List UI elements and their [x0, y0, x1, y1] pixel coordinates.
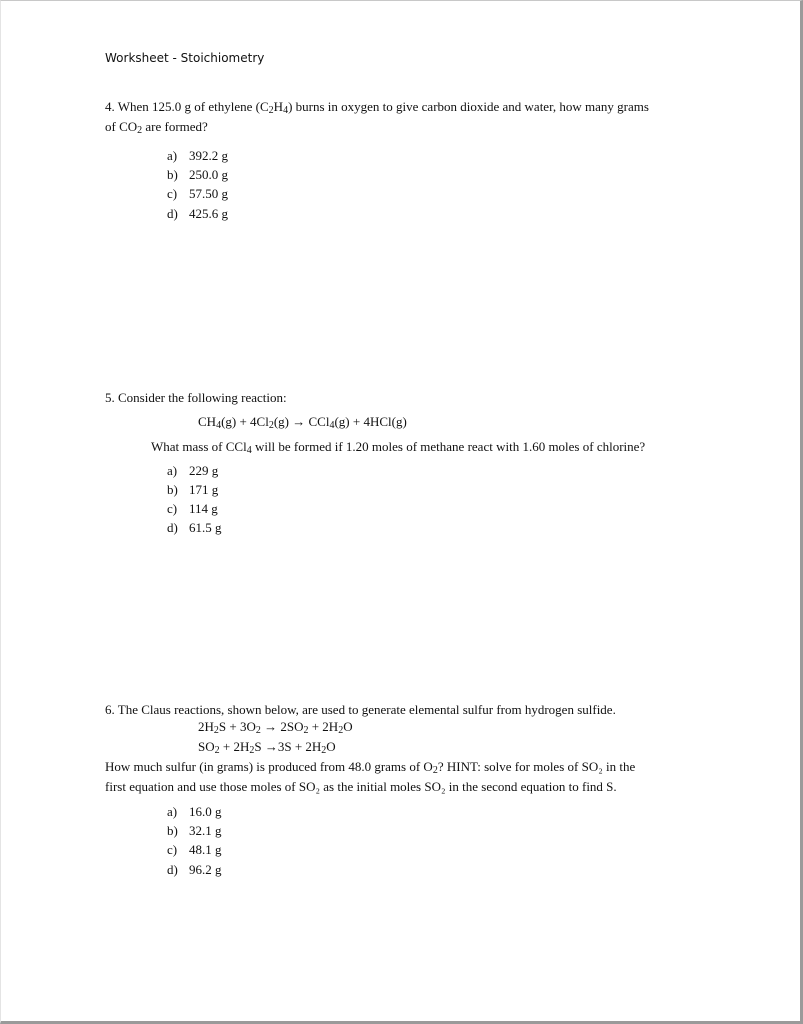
option-letter: b) [167, 167, 178, 182]
equation-sub: 2 [213, 725, 219, 736]
equation-term: CH [198, 414, 217, 429]
equation-sub: 2 [214, 745, 220, 756]
q6-option-b[interactable] [167, 823, 222, 839]
option-letter: c) [167, 186, 178, 201]
q6-question-sub: 2 [432, 765, 438, 776]
equation-term: + 2H [219, 739, 250, 754]
option-letter: a) [167, 148, 178, 163]
option-text: 392.2 g [189, 148, 228, 163]
q4-line-2 [105, 119, 208, 135]
q4-option-c[interactable] [167, 186, 228, 202]
q4-option-b[interactable] [167, 167, 228, 183]
option-letter: a) [167, 463, 178, 478]
q6-question-line-1 [105, 759, 635, 775]
worksheet-title: Worksheet - Stoichiometry [105, 51, 265, 65]
q4-number: 4. [105, 99, 115, 114]
q4-text-part2: H [273, 99, 284, 114]
q4-text-part5: are formed? [142, 119, 208, 134]
equation-term: (g) + 4Cl [221, 414, 269, 429]
option-text: 171 g [189, 482, 219, 497]
option-letter: d) [167, 206, 178, 221]
q6-number: 6. [105, 702, 115, 717]
option-letter: a) [167, 804, 178, 819]
equation-term: 2H [198, 719, 214, 734]
q5-number: 5. [105, 390, 115, 405]
option-letter: d) [167, 520, 178, 535]
equation-sub: 2 [338, 725, 344, 736]
q4-line-1 [105, 99, 649, 115]
equation-term: → 2SO [260, 719, 304, 734]
q5-question-part1: What mass of CCl [151, 439, 247, 454]
equation-sub: 4 [329, 420, 335, 431]
q4-text-part1: When 125.0 g of ethylene (C [117, 99, 269, 114]
q5-option-b[interactable] [167, 482, 218, 498]
q6-question-part2: ? HINT: solve for moles of SO₂ in the [437, 759, 636, 774]
q6-equation-2 [198, 739, 336, 755]
q4-sub: 4 [283, 105, 289, 116]
equation-term: O [326, 739, 336, 754]
equation-sub: 2 [321, 745, 327, 756]
option-text: 57.50 g [189, 186, 228, 201]
q5-question-part2: will be formed if 1.20 moles of methane react with 1.60 moles of chlorine? [251, 439, 646, 454]
q6-option-c[interactable] [167, 842, 222, 858]
equation-term: SO [198, 739, 215, 754]
q6-option-a[interactable] [167, 804, 222, 820]
option-text: 425.6 g [189, 206, 228, 221]
q5-option-c[interactable] [167, 501, 218, 517]
q5-intro-line [105, 390, 287, 406]
equation-sub: 2 [268, 420, 274, 431]
option-text: 229 g [189, 463, 219, 478]
equation-term: + 2H [308, 719, 339, 734]
q5-question-sub: 4 [246, 445, 252, 456]
option-text: 61.5 g [189, 520, 222, 535]
q4-text-part3: ) burns in oxygen to give carbon dioxide and water, how many grams [288, 99, 649, 114]
q6-option-d[interactable] [167, 862, 222, 878]
equation-sub: 2 [255, 725, 261, 736]
q5-equation [198, 414, 407, 430]
option-letter: b) [167, 482, 178, 497]
q6-equation-1 [198, 719, 353, 735]
q4-text-part4: of CO [105, 119, 138, 134]
equation-term: (g) + 4HCl(g) [334, 414, 407, 429]
option-text: 114 g [189, 501, 218, 516]
equation-term: O [343, 719, 353, 734]
equation-sub: 2 [303, 725, 309, 736]
option-text: 96.2 g [189, 862, 222, 877]
q6-question-line-2: first equation and use those moles of SO₂ as the initial moles SO₂ in the second equation to find S. [105, 779, 617, 794]
q5-option-d[interactable] [167, 520, 222, 536]
option-letter: c) [167, 501, 178, 516]
equation-sub: 2 [249, 745, 255, 756]
q6-intro-line [105, 702, 616, 718]
equation-sub: 4 [216, 420, 222, 431]
option-letter: d) [167, 862, 178, 877]
q5-option-a[interactable] [167, 463, 218, 479]
equation-term: S + 3O [218, 719, 256, 734]
equation-term: (g) → CCl [273, 414, 330, 429]
option-text: 48.1 g [189, 842, 222, 857]
option-text: 250.0 g [189, 167, 228, 182]
q4-option-a[interactable] [167, 148, 228, 164]
q4-sub: 2 [137, 125, 143, 136]
q6-question-part1: How much sulfur (in grams) is produced from 48.0 grams of O [105, 759, 433, 774]
option-text: 16.0 g [189, 804, 222, 819]
q4-option-d[interactable] [167, 206, 228, 222]
equation-term: S →3S + 2H [254, 739, 322, 754]
q5-intro: Consider the following reaction: [118, 390, 287, 405]
q6-intro: The Claus reactions, shown below, are used to generate elemental sulfur from hydrogen sulfide. [117, 702, 616, 717]
option-letter: b) [167, 823, 178, 838]
q4-sub: 2 [268, 105, 274, 116]
q5-question [151, 439, 645, 455]
option-text: 32.1 g [189, 823, 222, 838]
option-letter: c) [167, 842, 178, 857]
